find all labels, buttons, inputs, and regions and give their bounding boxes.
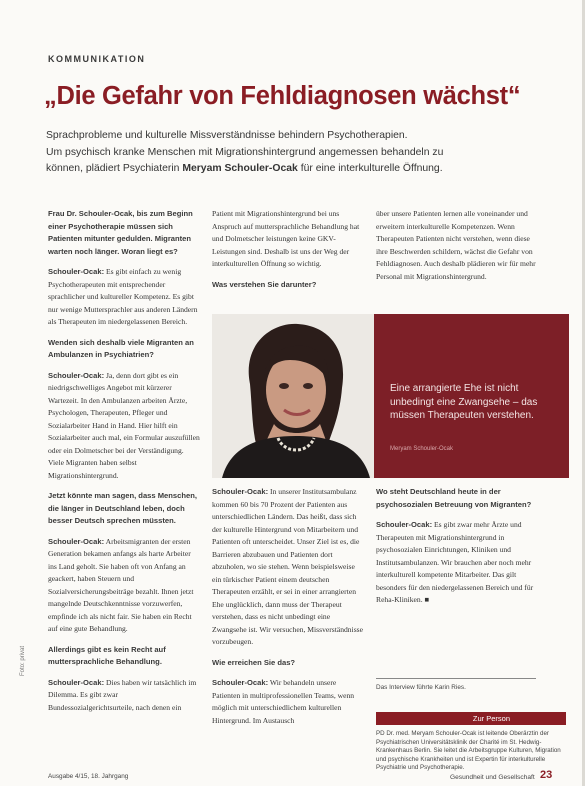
answer-text: Es gibt einfach zu wenig Psychotherapeuten mit entsprechender sprachlicher und kultureller Kompetenz. Es gibt nur wenige Muttersprachler aus anderen Ländern als Therapeuten im niedergelassenen Bereich.: [48, 267, 198, 326]
intro-line-3-start: können, plädiert Psychiaterin: [46, 163, 183, 174]
speaker-label: Schouler-Ocak:: [212, 678, 269, 687]
pull-quote-source: Meryam Schouler-Ocak: [390, 446, 454, 452]
headline: „Die Gefahr von Fehldiagnosen wächst“: [44, 82, 521, 110]
intro-author-name: Meryam Schouler-Ocak: [182, 163, 298, 174]
question: Frau Dr. Schouler-Ocak, bis zum Beginn einer Psychotherapie müssen sich Patienten mitunter gedulden. Migranten warten noch länger. Woran liegt es?: [48, 209, 193, 256]
answer-text: Wir behandeln unsere Patienten in multiprofessionellen Teams, wenn möglich mit unterschiedlichem kulturellen Hintergrund. Im Austausch: [212, 678, 355, 725]
article-column-3-bottom: [376, 486, 536, 656]
question: Wenden sich deshalb viele Migranten an Ambulanzen in Psychiatrien?: [48, 337, 194, 359]
intro-line-1: Sprachprobleme und kulturelle Missverständnisse behindern Psychotherapien.: [46, 130, 408, 141]
portrait-illustration: [212, 314, 374, 478]
portrait-photo: [212, 314, 374, 478]
article-column-2-top: [212, 208, 364, 308]
answer-text: über unsere Patienten lernen alle voneinander und erweitern interkulturelle Kompetenzen. Wenn Therapeuten Patienten nicht verstehen, wenn diese ihre Beschwerden schildern, wächst die Gefahr von Fehldiagnosen. Auch deshalb plädieren wir für mehr Personal mit Migrationshintergrund.: [376, 209, 536, 281]
speaker-label: Schouler-Ocak:: [48, 536, 105, 546]
page-number: 23: [540, 769, 553, 781]
pull-quote: Eine arrangierte Ehe ist nicht unbedingt eine Zwangsehe – das müssen Therapeuten verstehen.: [390, 383, 538, 421]
answer: [376, 519, 536, 607]
speaker-label: Schouler-Ocak:: [376, 520, 433, 529]
speaker-label: Schouler-Ocak:: [48, 370, 105, 380]
section-label: KOMMUNIKATION: [48, 54, 146, 64]
question: Allerdings gibt es kein Recht auf muttersprachliche Behandlung.: [48, 644, 166, 666]
interview-credit: Das Interview führte Karin Ries.: [376, 684, 466, 691]
answer-text: Es gibt zwar mehr Ärzte und Therapeuten mit Migrationshintergrund in psychosozialen Einrichtungen, Kliniken und Institutsambulanzen. Wir brauchen aber noch mehr interkulturell kompetente Mitarbeiter. Das gilt besonders für den niedergelassenen Bereich und für Reha-Kliniken. ■: [376, 520, 534, 604]
answer-text: Dies haben wir tatsächlich im Dilemma. Es gibt zwar Bundessozialgerichtsurteile, nach denen ein: [48, 677, 197, 712]
person-box-title-text: Zur Person: [472, 714, 510, 723]
intro-line-3-end: für eine interkulturelle Öffnung.: [297, 163, 443, 174]
photo-credit: Foto: privat: [20, 645, 26, 676]
question: Jetzt könnte man sagen, dass Menschen, die länger in Deutschland leben, doch besser Deutsch sprechen müssten.: [48, 491, 197, 525]
answer: [48, 370, 200, 483]
divider: [376, 678, 536, 679]
speaker-label: Schouler-Ocak:: [48, 677, 105, 687]
question: Wie erreichen Sie das?: [212, 657, 296, 667]
person-box-text: PD Dr. med. Meryam Schouler-Ocak ist leitende Oberärztin der Psychiatrischen Universitätsklinik der Charité im St. Hedwig-Krankenhaus Berlin. Sie leitet die Arbeitsgruppe Kulturen, Migration und psychische Krankheiten und ist Expertin für interkulturelle Psychiatrie und Psychotherapie.: [376, 730, 561, 771]
question: Was verstehen Sie darunter?: [212, 279, 317, 289]
article-column-1: [48, 208, 200, 768]
speaker-label: Schouler-Ocak:: [48, 267, 105, 276]
person-box-title: [376, 712, 566, 725]
answer-text: Arbeitsmigranten der ersten Generation bekamen anfangs als harte Arbeiter ins Land geholt. Sie haben oft von Anfang an geackert, haben Steuern und Sozialversicherungsbeiträge bezahlt. Ihnen jetzt mangelnde Deutschkenntnisse vorzuwerfen, empfinde ich als nicht fair. Sie haben ein Recht auf eine gute Behandlung.: [48, 536, 194, 633]
answer: [48, 266, 200, 329]
answer-text: Patient mit Migrationshintergrund bei uns Anspruch auf muttersprachliche Behandlung hat und Dolmetscher leistungen keine GKV-Leistungen sind. Deshalb ist uns der Weg der interkulturellen Öffnung so wichtig.: [212, 209, 360, 268]
question: Wo steht Deutschland heute in der psychosozialen Betreuung von Migranten?: [376, 487, 532, 509]
article-column-2-bottom: [212, 486, 364, 768]
intro-line-3: [46, 161, 561, 178]
footer-magazine: Gesundheit und Gesellschaft: [450, 774, 535, 781]
answer-text: Ja, denn dort gibt es ein niedrigschwelliges Angebot mit kürzerer Wartezeit. In den Ambulanzen arbeiten Ärzte, Psychologen, Therapeuten, Pfleger und Sozialarbeiter Hand in Hand. Hier hilft ein Sozialarbeiter auch mal, ein Formular auszufüllen oder ein Dolmetscher bei der Verständigung. Viele Migranten haben selbst Migrationshintergrund.: [48, 370, 200, 480]
intro-text: [46, 128, 561, 178]
answer: [48, 677, 200, 715]
answer-text: In unserer Institutsambulanz kommen 60 bis 70 Prozent der Patienten aus unterschiedlichen Ländern. Das heißt, dass sich der kulturelle Hintergrund von Mitarbeitern und Patienten oft unterscheidet. Unser Ziel ist es, die Barrieren abzubauen und Patienten dort abzuholen, wo sie stehen. Wenn beispielsweise ein türkischer Patient einem deutschen Therapeuten erzählt, er sei in einer arrangierten Ehe unglücklich, dann muss der Therapeut verstehen, dass es nicht unbedingt eine Zwangsehe ist. Wir versuchen, Missverständnisse vorzubeugen.: [212, 487, 363, 646]
footer-issue: Ausgabe 4/15, 18. Jahrgang: [48, 773, 129, 780]
answer: [212, 486, 364, 649]
article-column-3-top: [376, 208, 536, 308]
answer: [48, 536, 200, 636]
answer: [212, 677, 364, 727]
speaker-label: Schouler-Ocak:: [212, 487, 269, 496]
intro-line-2: Um psychisch kranke Menschen mit Migrationshintergrund angemessen behandeln zu: [46, 146, 444, 158]
